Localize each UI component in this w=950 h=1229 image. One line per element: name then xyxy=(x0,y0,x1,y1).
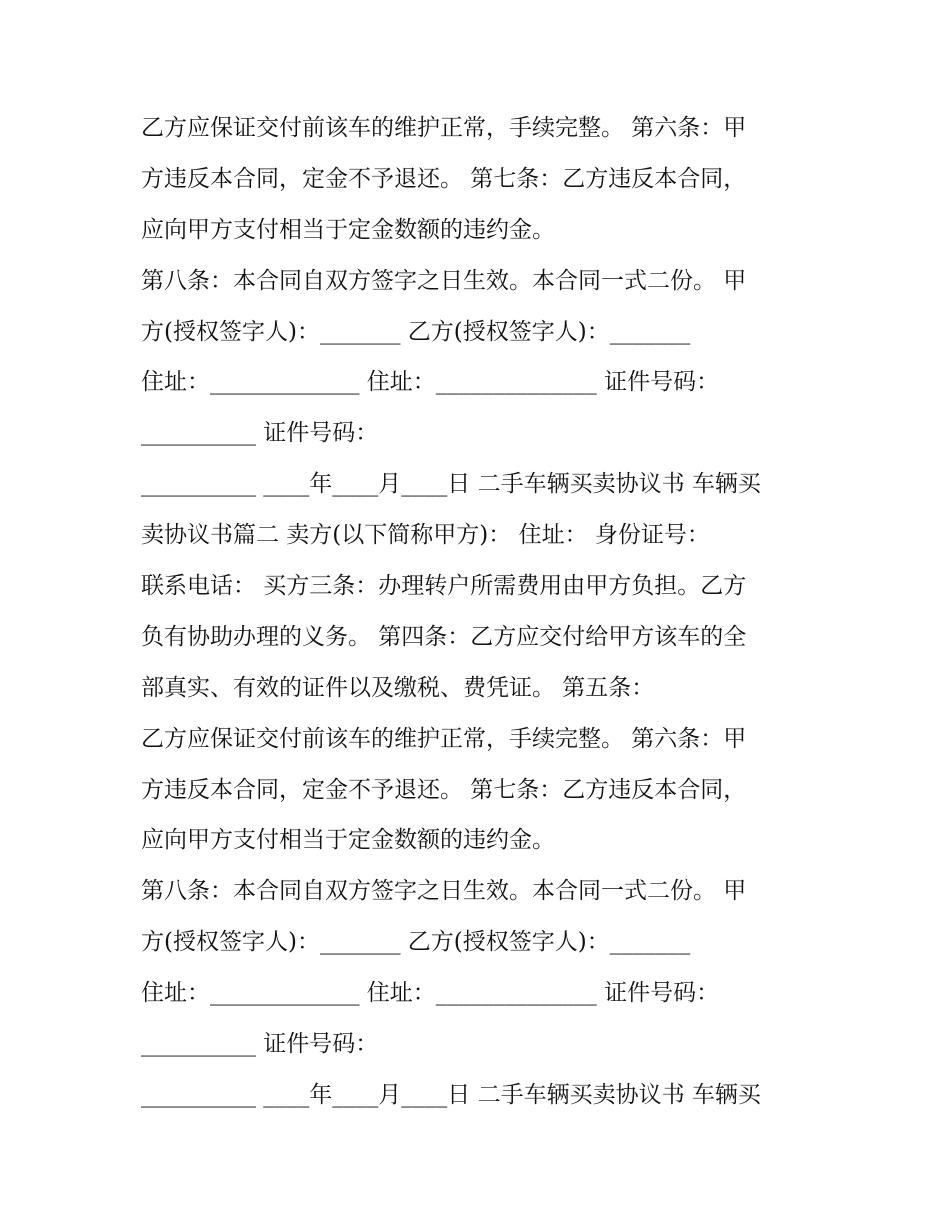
text-line: 方(授权签字人)：_______ 乙方(授权签字人)：_______ xyxy=(141,929,691,956)
text-line: 应向甲方支付相当于定金数额的违约金。 xyxy=(141,827,555,854)
text-line: 住址：_____________ 住址：______________ 证件号码： xyxy=(141,980,720,1007)
text-line: 负有协助办理的义务。 第四条：乙方应交付给甲方该车的全 xyxy=(141,623,747,650)
text-line: 应向甲方支付相当于定金数额的违约金。 xyxy=(141,216,555,243)
text-line: 第八条：本合同自双方签字之日生效。本合同一式二份。 甲 xyxy=(141,267,747,294)
text-line: __________ 证件号码： xyxy=(141,1031,379,1058)
text-line: 卖协议书篇二 卖方(以下简称甲方)： 住址： 身份证号： xyxy=(141,522,710,549)
text-line: 联系电话： 买方三条：办理转户所需费用由甲方负担。乙方 xyxy=(141,573,747,600)
text-line: 住址：_____________ 住址：______________ 证件号码： xyxy=(141,369,720,396)
text-line: 乙方应保证交付前该车的维护正常，手续完整。 第六条：甲 xyxy=(141,725,747,752)
text-line: __________ ____年____月____日 二手车辆买卖协议书 车辆买 xyxy=(141,1081,761,1108)
text-line: 部真实、有效的证件以及缴税、费凭证。 第五条： xyxy=(141,674,655,701)
text-line: 方违反本合同，定金不予退还。 第七条：乙方违反本合同， xyxy=(141,165,747,192)
document-body xyxy=(141,103,821,1121)
text-line: __________ ____年____月____日 二手车辆买卖协议书 车辆买 xyxy=(141,471,761,498)
text-line: 乙方应保证交付前该车的维护正常，手续完整。 第六条：甲 xyxy=(141,115,747,141)
text-line: 第八条：本合同自双方签字之日生效。本合同一式二份。 甲 xyxy=(141,878,747,905)
text-line: 方(授权签字人)：_______ 乙方(授权签字人)：_______ xyxy=(141,318,691,345)
text-line: __________ 证件号码： xyxy=(141,420,379,447)
text-line: 方违反本合同，定金不予退还。 第七条：乙方违反本合同， xyxy=(141,776,747,803)
